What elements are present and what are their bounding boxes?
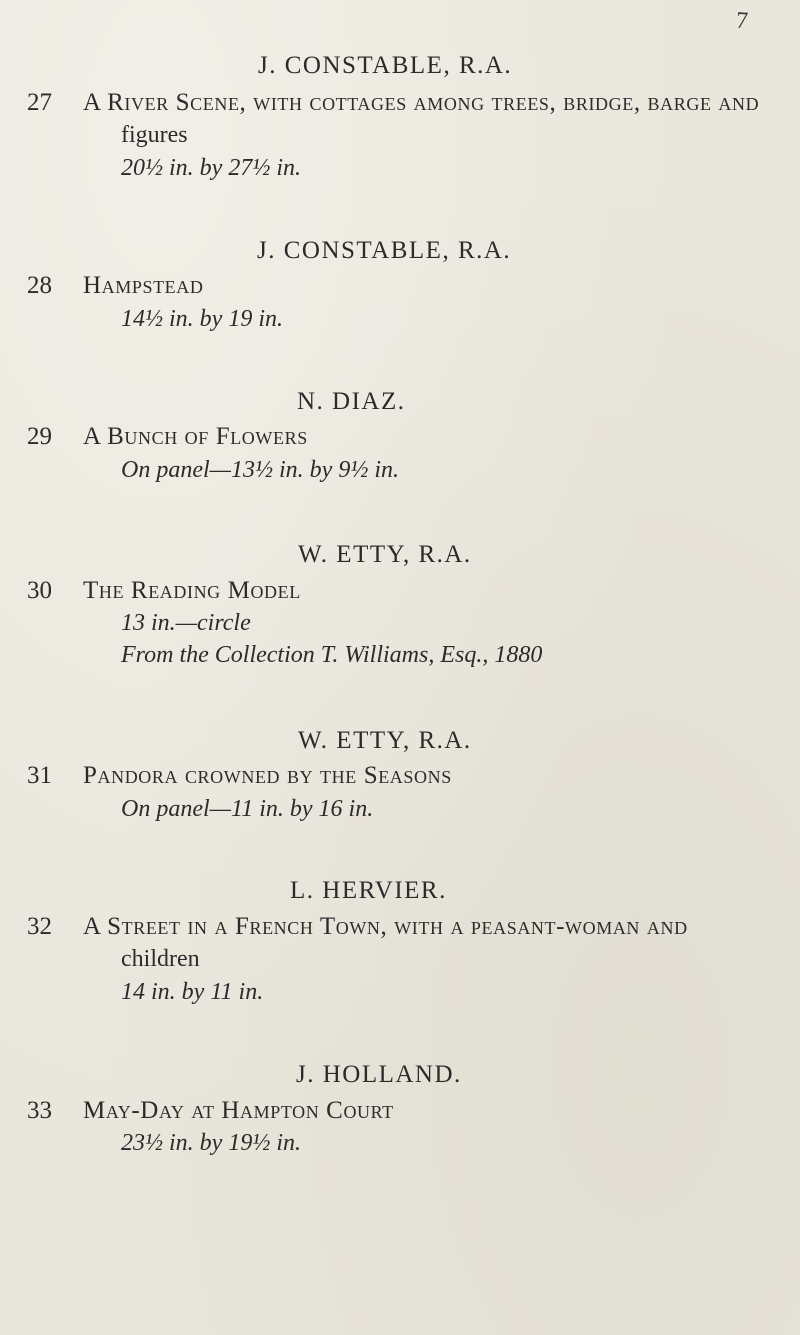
artist-name: J. CONSTABLE, R.A.	[257, 237, 512, 264]
lot-title: A River Scene, with cottages among trees, bridge, barge and	[83, 89, 760, 116]
lot-title: A Street in a French Town, with a peasant-woman and	[83, 913, 688, 940]
lot-title: Hampstead	[83, 272, 204, 299]
lot-dimensions: 14½ in. by 19 in.	[121, 306, 283, 332]
lot-description: figures	[121, 122, 188, 148]
lot-number: 27	[27, 89, 52, 116]
lot-dimensions: 13 in.—circle	[121, 610, 251, 636]
artist-name: W. ETTY, R.A.	[298, 541, 472, 568]
page-number: 7	[735, 7, 749, 35]
lot-description: children	[121, 946, 200, 972]
artist-name: J. CONSTABLE, R.A.	[258, 52, 513, 79]
lot-title: The Reading Model	[83, 577, 301, 604]
lot-number: 30	[27, 577, 52, 604]
lot-title: Pandora crowned by the Seasons	[83, 762, 452, 789]
lot-number: 32	[27, 913, 52, 940]
lot-number: 29	[27, 423, 52, 450]
artist-name: N. DIAZ.	[297, 388, 406, 415]
artist-name: J. HOLLAND.	[296, 1061, 462, 1088]
artist-name: L. HERVIER.	[290, 877, 447, 904]
lot-dimensions: 23½ in. by 19½ in.	[121, 1130, 301, 1156]
lot-number: 28	[27, 272, 52, 299]
lot-dimensions: 20½ in. by 27½ in.	[121, 155, 301, 181]
lot-number: 31	[27, 762, 52, 789]
lot-number: 33	[27, 1097, 52, 1124]
lot-dimensions: On panel—11 in. by 16 in.	[121, 796, 374, 822]
lot-dimensions: On panel—13½ in. by 9½ in.	[121, 457, 399, 483]
artist-name: W. ETTY, R.A.	[298, 727, 472, 754]
lot-title: May-Day at Hampton Court	[83, 1097, 394, 1124]
lot-title: A Bunch of Flowers	[83, 423, 308, 450]
lot-dimensions: 14 in. by 11 in.	[121, 979, 264, 1005]
lot-provenance: From the Collection T. Williams, Esq., 1880	[121, 642, 543, 668]
